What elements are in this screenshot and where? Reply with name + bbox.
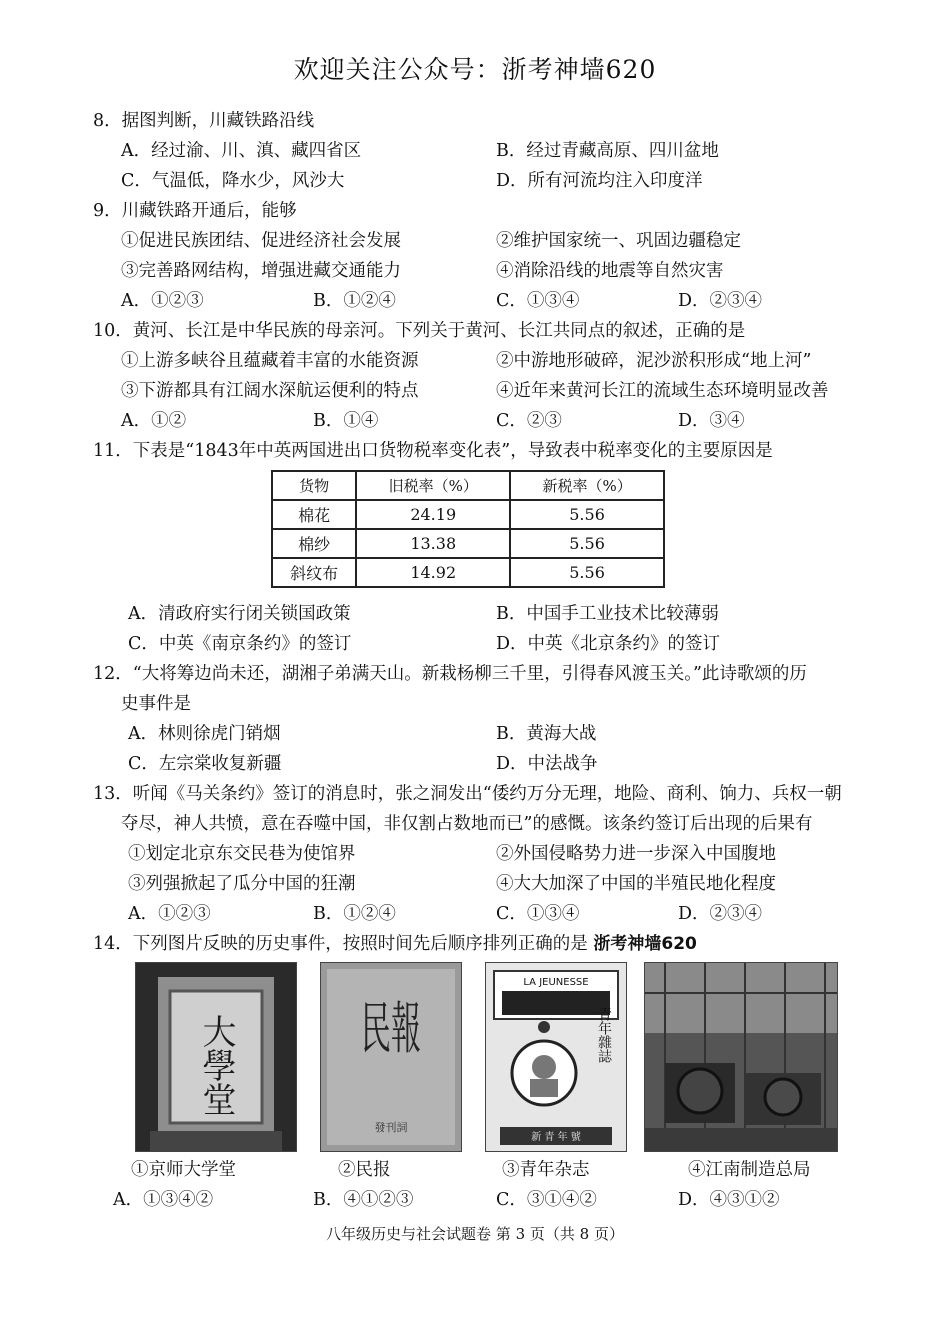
q12-option-c: C．左宗棠收复新疆 — [128, 754, 282, 774]
q8-option-d: D．所有河流均注入印度洋 — [496, 171, 703, 191]
table-cell: 棉纱 — [272, 529, 356, 558]
image-caption-4: ④江南制造总局 — [688, 1160, 811, 1180]
watermark-mark: 浙考神墙620 — [593, 934, 697, 954]
q13-statement-4: ④大大加深了中国的半殖民地化程度 — [496, 874, 776, 894]
q14-option-b: B．④①②③ — [313, 1190, 414, 1210]
table-row — [272, 558, 664, 587]
q13-statement-1: ①划定北京东交民巷为使馆界 — [128, 844, 356, 864]
table-header-cell: 旧税率（%） — [356, 471, 510, 500]
q9-statement-3: ③完善路网结构，增强进藏交通能力 — [121, 261, 401, 281]
q14-option-c: C．③①④② — [496, 1190, 597, 1210]
image-youth-magazine — [485, 962, 627, 1152]
question-9-stem: 9．川藏铁路开通后，能够 — [93, 201, 297, 221]
table-cell: 5.56 — [510, 558, 664, 587]
q9-option-a: A．①②③ — [121, 291, 204, 311]
bottom-text: 新 青 年 號 — [531, 1132, 581, 1143]
question-8-stem: 8．据图判断，川藏铁路沿线 — [93, 111, 315, 131]
image-caption-1: ①京师大学堂 — [131, 1160, 236, 1180]
q13-statement-2: ②外国侵略势力进一步深入中国腹地 — [496, 844, 776, 864]
table-header-cell: 新税率（%） — [510, 471, 664, 500]
q8-option-b: B．经过青藏高原、四川盆地 — [496, 141, 719, 161]
table-cell: 24.19 — [356, 500, 510, 529]
image-caption-3: ③青年杂志 — [502, 1160, 590, 1180]
q8-option-a: A．经过渝、川、滇、藏四省区 — [121, 141, 362, 161]
q12-option-a: A．林则徐虎门销烟 — [128, 724, 281, 744]
small-text: 發刊詞 — [374, 1121, 408, 1134]
question-14-stem — [93, 933, 697, 955]
q13-option-c: C．①③④ — [496, 904, 580, 924]
q10-option-a: A．①② — [121, 411, 187, 431]
q11-option-b: B．中国手工业技术比较薄弱 — [496, 604, 719, 624]
sign-text: 大學堂 — [196, 1014, 236, 1116]
q13-statement-3: ③列强掀起了瓜分中国的狂潮 — [128, 874, 356, 894]
table-row — [272, 500, 664, 529]
side-text: 青年雜誌 — [596, 1007, 612, 1063]
q12-option-d: D．中法战争 — [496, 754, 598, 774]
question-12-stem-line1: 12．“大将筹边尚未还，湖湘子弟满天山。新栽杨柳三千里，引得春风渡玉关。”此诗歌颂的历 — [93, 664, 807, 684]
q9-option-d: D．②③④ — [678, 291, 763, 311]
table-cell: 5.56 — [510, 529, 664, 558]
q10-statement-1: ①上游多峡谷且蕴藏着丰富的水能资源 — [121, 351, 419, 371]
table-header-row — [272, 471, 664, 500]
question-10-stem: 10．黄河、长江是中华民族的母亲河。下列关于黄河、长江共同点的叙述，正确的是 — [93, 321, 746, 341]
page-footer: 八年级历史与社会试题卷 第 3 页（共 8 页） — [326, 1225, 624, 1243]
tax-rate-table — [271, 470, 665, 588]
question-11-stem: 11．下表是“1843年中英两国进出口货物税率变化表”，导致表中税率变化的主要原因是 — [93, 441, 773, 461]
q11-option-d: D．中英《北京条约》的签订 — [496, 634, 721, 654]
image-minbao — [320, 962, 462, 1152]
q13-option-b: B．①②④ — [313, 904, 396, 924]
q9-option-c: C．①③④ — [496, 291, 580, 311]
q9-statement-2: ②维护国家统一、巩固边疆稳定 — [496, 231, 741, 251]
q13-option-d: D．②③④ — [678, 904, 763, 924]
question-13-stem-line1: 13．听闻《马关条约》签订的消息时，张之洞发出“倭约万分无理，地险、商利、饷力、兵权一朝 — [93, 784, 842, 804]
q10-option-b: B．①④ — [313, 411, 379, 431]
title-text-1: 民報 — [361, 997, 421, 1062]
q9-statement-1: ①促进民族团结、促进经济社会发展 — [121, 231, 401, 251]
table-header-cell: 货物 — [272, 471, 356, 500]
table-cell: 13.38 — [356, 529, 510, 558]
q10-statement-3: ③下游都具有江阔水深航运便利的特点 — [121, 381, 419, 401]
image-jingshi-university — [135, 962, 297, 1152]
q9-option-b: B．①②④ — [313, 291, 396, 311]
table-cell: 斜纹布 — [272, 558, 356, 587]
q13-option-a: A．①②③ — [128, 904, 211, 924]
q11-option-a: A．清政府实行闭关锁国政策 — [128, 604, 351, 624]
question-12-stem-line2: 史事件是 — [121, 694, 191, 714]
page-header: 欢迎关注公众号：浙考神墙620 — [293, 55, 657, 84]
table-cell: 14.92 — [356, 558, 510, 587]
q11-option-c: C．中英《南京条约》的签订 — [128, 634, 352, 654]
question-13-stem-line2: 夺尽，神人共愤，意在吞噬中国，非仅割占数地而已”的感慨。该条约签订后出现的后果有 — [121, 814, 813, 834]
banner-text: LA JEUNESSE — [523, 977, 589, 988]
table-cell: 棉花 — [272, 500, 356, 529]
q10-option-d: D．③④ — [678, 411, 745, 431]
table-row — [272, 529, 664, 558]
q10-statement-4: ④近年来黄河长江的流域生态环境明显改善 — [496, 381, 829, 401]
table-cell: 5.56 — [510, 500, 664, 529]
q9-statement-4: ④消除沿线的地震等自然灾害 — [496, 261, 724, 281]
question-14-stem-text: 14．下列图片反映的历史事件，按照时间先后顺序排列正确的是 — [93, 934, 588, 954]
image-jiangnan-arsenal — [644, 962, 838, 1152]
q10-option-c: C．②③ — [496, 411, 562, 431]
q12-option-b: B．黄海大战 — [496, 724, 597, 744]
q14-option-d: D．④③①② — [678, 1190, 780, 1210]
q10-statement-2: ②中游地形破碎，泥沙淤积形成“地上河” — [496, 351, 812, 371]
q8-option-c: C．气温低，降水少，风沙大 — [121, 171, 345, 191]
q14-option-a: A．①③④② — [113, 1190, 214, 1210]
image-caption-2: ②民报 — [338, 1160, 391, 1180]
